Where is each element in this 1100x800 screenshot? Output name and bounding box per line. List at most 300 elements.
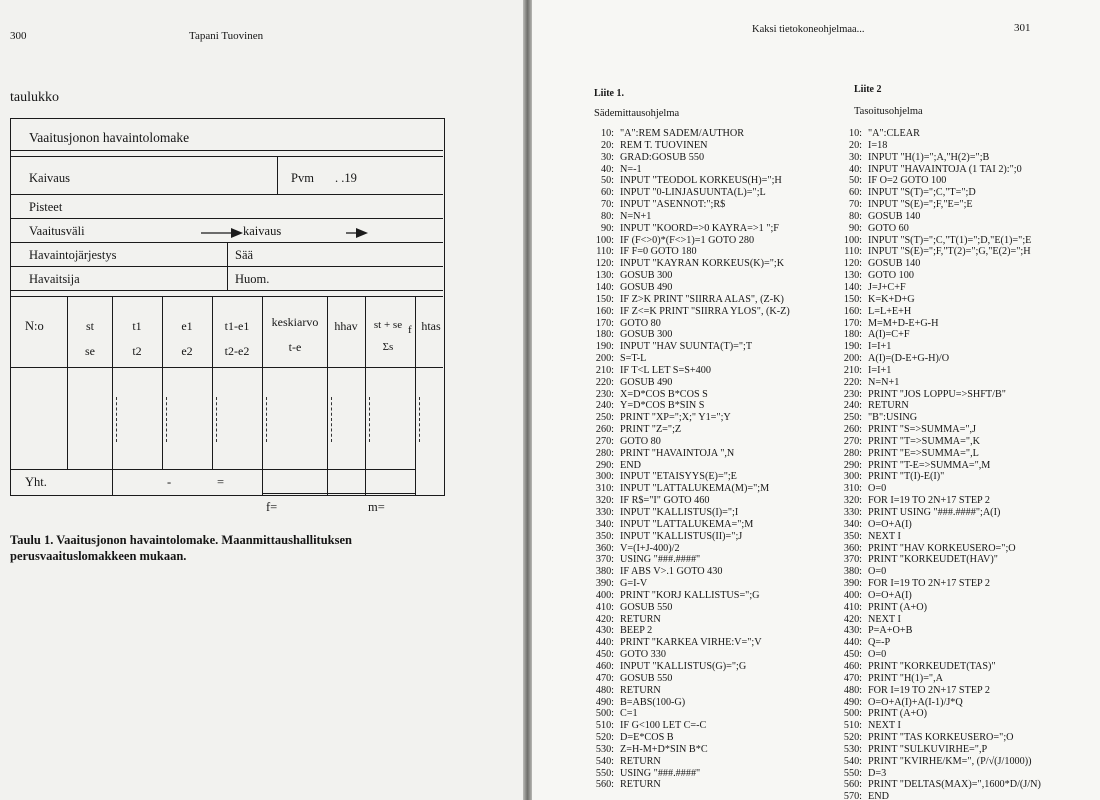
code-statement: PRINT "DELTAS(MAX)=",1600*D/(J/N) (868, 779, 1041, 791)
code-line (586, 614, 790, 626)
line-number: 430: (843, 625, 862, 637)
code-statement: A(I)=(D-E+G-H)/O (868, 353, 950, 365)
line-number: 280: (843, 447, 862, 459)
code-statement: O=O+A(I) (868, 518, 912, 530)
code-statement: PRINT "HAVAINTOJA ",N (620, 447, 735, 459)
code-statement: PRINT "KARKEA VIRHE:V=";V (620, 637, 762, 649)
line-number: 220: (595, 376, 614, 388)
code-line (834, 187, 1041, 199)
code-line (586, 519, 790, 531)
line-number: 120: (843, 258, 862, 270)
line-number: 550: (843, 767, 862, 779)
code-line (586, 768, 790, 780)
code-statement: USING "###.####" (620, 767, 701, 779)
code-line (586, 246, 790, 258)
code-statement: PRINT "XP=";X;" Y1=";Y (620, 412, 731, 424)
code-statement: PRINT USING "###.####";A(I) (868, 507, 1001, 518)
line-number: 380: (843, 566, 862, 578)
code-statement: D=3 (868, 767, 887, 779)
line-number: 460: (595, 660, 614, 672)
code-statement: PRINT "S=>SUMMA=",J (868, 424, 977, 436)
line-number: 290: (843, 459, 862, 471)
code-statement: I=I+1 (868, 341, 892, 353)
line-number: 400: (595, 589, 614, 601)
line-number: 530: (843, 743, 862, 755)
line-number: 210: (843, 364, 862, 376)
code-statement: O=0 (868, 483, 887, 495)
line-number: 450: (595, 649, 614, 661)
line-number: 160: (595, 305, 614, 317)
line-number: 160: (843, 305, 862, 317)
code-statement: IF T<L LET S=S+400 (620, 364, 711, 376)
line-number: 100: (843, 234, 862, 246)
line-number: 190: (595, 341, 614, 353)
yht-label: Yht. (25, 475, 47, 489)
code-statement: END (868, 791, 889, 800)
code-line (586, 258, 790, 270)
col-header-t: t1 t2 (132, 319, 142, 358)
dashed-divider (331, 397, 332, 442)
huom-label: Huom. (235, 272, 270, 286)
code-line (586, 708, 790, 720)
code-line (586, 661, 790, 673)
code-line (586, 732, 790, 744)
line-number: 250: (595, 412, 614, 424)
code-statement: IF O=2 GOTO 100 (868, 175, 947, 187)
line-number: 40: (600, 163, 614, 175)
line-number: 460: (843, 660, 862, 672)
line-number: 530: (595, 743, 614, 755)
code-line (586, 448, 790, 460)
line-number: 360: (595, 542, 614, 554)
code-statement: GOSUB 300 (620, 270, 673, 282)
line-number: 500: (843, 708, 862, 720)
code-statement: GOTO 60 (868, 222, 909, 234)
code-line (586, 187, 790, 199)
code-statement: PRINT "JOS LOPPU=>SHFT/B" (868, 388, 1006, 400)
line-number: 30: (848, 151, 862, 163)
line-number: 180: (595, 329, 614, 341)
pvm-year: . .19 (335, 171, 357, 185)
code-statement: PRINT "SULKUVIRHE=",P (868, 743, 988, 755)
code-statement: PRINT (A+O) (868, 601, 928, 613)
code-statement: BEEP 2 (620, 625, 653, 637)
line-number: 520: (843, 732, 862, 744)
code-statement: B=ABS(100-G) (620, 696, 686, 708)
dashed-divider (369, 397, 370, 442)
code-statement: N=-1 (620, 163, 642, 175)
code-line (834, 389, 1041, 401)
code-statement: REM T. TUOVINEN (620, 139, 708, 151)
page-number-left: 300 (10, 30, 27, 42)
code-line (834, 554, 1041, 566)
code-line (586, 424, 790, 436)
line-number: 130: (595, 270, 614, 282)
code-line (834, 341, 1041, 353)
code-statement: RETURN (868, 400, 909, 412)
code-statement: INPUT "S(T)=";C,"T(1)=";D,"E(1)=";E (868, 234, 1032, 246)
code-statement: PRINT "HAV KORKEUSERO=";O (868, 542, 1016, 554)
f-result-label: f= (266, 500, 278, 514)
col-header-st-se: st se (85, 319, 95, 358)
code-line (834, 471, 1041, 483)
dashed-divider (419, 397, 420, 442)
arrow-right-icon (201, 227, 243, 239)
line-number: 490: (843, 696, 862, 708)
arrow-right-icon (346, 227, 368, 239)
code-statement: END (620, 459, 641, 471)
line-number: 560: (843, 779, 862, 791)
line-number: 510: (843, 720, 862, 732)
line-number: 560: (595, 779, 614, 791)
line-number: 380: (595, 566, 614, 578)
line-number: 430: (595, 625, 614, 637)
line-number: 300: (843, 471, 862, 483)
code-line (834, 732, 1041, 744)
line-number: 120: (595, 258, 614, 270)
line-number: 110: (844, 246, 862, 258)
code-line (586, 685, 790, 697)
code-statement: I=18 (868, 139, 888, 151)
dashed-divider (116, 397, 117, 442)
liite1-subtitle: Sädemittausohjelma (594, 108, 680, 119)
line-number: 80: (848, 210, 862, 222)
code-statement: N=N+1 (620, 210, 652, 222)
code-line (586, 164, 790, 176)
line-number: 30: (600, 151, 614, 163)
line-number: 40: (848, 163, 862, 175)
line-number: 250: (843, 412, 862, 424)
code-line (586, 353, 790, 365)
code-statement: Y=D*COS B*SIN S (620, 400, 705, 412)
code-statement: PRINT "KORJ KALLISTUS=";G (620, 589, 760, 601)
dashed-divider (166, 397, 167, 442)
line-number: 290: (595, 459, 614, 471)
line-number: 270: (843, 435, 862, 447)
code-statement: GOSUB 490 (620, 281, 673, 293)
code-line (834, 590, 1041, 602)
col-header-no: N:o (25, 319, 44, 333)
code-statement: A(I)=C+F (868, 329, 910, 341)
line-number: 230: (843, 388, 862, 400)
code-line (586, 602, 790, 614)
code-statement: IF ABS V>.1 GOTO 430 (620, 566, 723, 578)
code-line (834, 685, 1041, 697)
page-number-right: 301 (1014, 22, 1031, 34)
code-statement: INPUT "LATTALUKEMA=";M (620, 518, 754, 530)
line-number: 330: (595, 507, 614, 518)
code-statement: "B":USING (868, 412, 918, 424)
code-statement: INPUT "KAYRAN KORKEUS(K)=";K (620, 258, 785, 270)
line-number: 360: (843, 542, 862, 554)
code-line (586, 554, 790, 566)
line-number: 570: (843, 791, 862, 800)
code-line (586, 152, 790, 164)
line-number: 500: (595, 708, 614, 720)
code-line (834, 199, 1041, 211)
code-statement: NEXT I (868, 530, 901, 542)
code-line (586, 175, 790, 187)
form-rule (11, 218, 443, 219)
line-number: 550: (595, 767, 614, 779)
code-statement: PRINT "E=>SUMMA=",L (868, 447, 979, 459)
code-line (586, 637, 790, 649)
code-statement: INPUT "HAVAINTOJA (1 TAI 2):";0 (868, 163, 1022, 175)
code-statement: NEXT I (868, 720, 901, 732)
code-line (834, 211, 1041, 223)
line-number: 20: (848, 139, 862, 151)
code-line (586, 625, 790, 637)
code-line (586, 199, 790, 211)
code-line (834, 164, 1041, 176)
pvm-label: Pvm (291, 171, 314, 185)
code-line (834, 128, 1041, 140)
code-statement: PRINT "KVIRHE/KM=", (P/√(J/1000)) (868, 755, 1032, 767)
form-divider (227, 242, 228, 290)
code-line (834, 365, 1041, 377)
code-line (834, 661, 1041, 673)
code-line (586, 483, 790, 495)
code-line (834, 258, 1041, 270)
line-number: 310: (595, 483, 614, 495)
line-number: 90: (848, 222, 862, 234)
code-statement: N=N+1 (868, 376, 900, 388)
code-statement: IF Z>K PRINT "SIIRRA ALAS", (Z-K) (620, 293, 784, 305)
code-line (586, 329, 790, 341)
code-line (586, 649, 790, 661)
vaaitusvali-label: Vaaitusväli (29, 224, 85, 238)
line-number: 140: (595, 281, 614, 293)
code-line (834, 637, 1041, 649)
line-number: 170: (595, 317, 614, 329)
code-statement: RETURN (620, 779, 661, 791)
code-line (834, 625, 1041, 637)
right-page (532, 0, 1100, 800)
liite2-subtitle: Tasoitusohjelma (854, 106, 923, 117)
code-statement: I=I+1 (868, 364, 892, 376)
code-line (834, 246, 1041, 258)
line-number: 320: (595, 495, 614, 507)
code-line (586, 389, 790, 401)
line-number: 450: (843, 649, 862, 661)
liite1-title: Liite 1. (594, 88, 624, 99)
code-line (834, 223, 1041, 235)
code-line (586, 578, 790, 590)
line-number: 130: (843, 270, 862, 282)
code-line (586, 223, 790, 235)
code-statement: INPUT "ASENNOT:";R$ (620, 199, 726, 211)
running-head-left: Tapani Tuovinen (189, 30, 264, 42)
code-statement: K=K+D+G (868, 293, 915, 305)
code-line (586, 341, 790, 353)
code-statement: GOTO 80 (620, 435, 661, 447)
code-statement: G=I-V (620, 578, 648, 590)
line-number: 440: (843, 637, 862, 649)
line-number: 260: (843, 424, 862, 436)
code-line (834, 649, 1041, 661)
code-statement: PRINT "TAS KORKEUSERO=";O (868, 732, 1014, 744)
code-statement: IF Z<=K PRINT "SIIRRA YLOS", (K-Z) (620, 305, 790, 317)
form-rule (11, 469, 415, 470)
code-statement: RETURN (620, 684, 661, 696)
code-line (834, 791, 1041, 800)
code-line (834, 460, 1041, 472)
line-number: 310: (843, 483, 862, 495)
line-number: 300: (595, 471, 614, 483)
code-line (834, 235, 1041, 247)
form-divider (277, 156, 278, 194)
line-number: 340: (595, 518, 614, 530)
line-number: 150: (843, 293, 862, 305)
code-line (586, 495, 790, 507)
code-line (834, 507, 1041, 519)
line-number: 420: (843, 613, 862, 625)
line-number: 510: (595, 720, 614, 732)
code-line (834, 353, 1041, 365)
code-line (586, 779, 790, 791)
line-number: 240: (595, 400, 614, 412)
code-line (586, 590, 790, 602)
code-statement: INPUT "TEODOL KORKEUS(H)=";H (620, 175, 782, 187)
line-number: 110: (596, 246, 614, 258)
code-statement: USING "###.####" (620, 554, 701, 566)
observation-form (10, 118, 445, 496)
line-number: 240: (843, 400, 862, 412)
code-statement: GOSUB 490 (620, 376, 673, 388)
m-result-label: m= (368, 500, 385, 514)
code-statement: C=1 (620, 708, 638, 720)
code-statement: IF (F<>0)*(F<>1)=1 GOTO 280 (620, 234, 755, 246)
line-number: 480: (843, 684, 862, 696)
code-statement: Z=H-M+D*SIN B*C (620, 743, 708, 755)
code-line (834, 756, 1041, 768)
code-line (834, 329, 1041, 341)
code-line (834, 294, 1041, 306)
col-header-e: e1 e2 (181, 319, 193, 358)
code-statement: O=0 (868, 649, 887, 661)
line-number: 70: (600, 199, 614, 211)
code-statement: GRAD:GOSUB 550 (620, 151, 705, 163)
line-number: 410: (843, 601, 862, 613)
pisteet-label: Pisteet (29, 200, 63, 214)
code-line (586, 673, 790, 685)
code-line (834, 400, 1041, 412)
code-line (586, 507, 790, 519)
code-line (834, 720, 1041, 732)
code-line (586, 318, 790, 330)
code-line (586, 140, 790, 152)
code-statement: INPUT "S(E)=";F,"T(2)=";G,"E(2)=";H (868, 246, 1031, 258)
line-number: 60: (848, 187, 862, 199)
dashed-divider (266, 397, 267, 442)
line-number: 220: (843, 376, 862, 388)
line-number: 150: (595, 293, 614, 305)
code-line (586, 720, 790, 732)
form-rule (11, 156, 443, 157)
code-line (834, 768, 1041, 780)
code-statement: GOTO 80 (620, 317, 661, 329)
form-rule (11, 150, 443, 151)
line-number: 60: (600, 187, 614, 199)
code-line (586, 531, 790, 543)
code-line (586, 744, 790, 756)
code-statement: FOR I=19 TO 2N+17 STEP 2 (868, 578, 990, 590)
code-line (586, 756, 790, 768)
code-statement: PRINT "KORKEUDET(TAS)" (868, 660, 996, 672)
code-statement: RETURN (620, 755, 661, 767)
line-number: 200: (843, 353, 862, 365)
code-statement: PRINT "T-E=>SUMMA=",M (868, 459, 991, 471)
section-word: taulukko (10, 90, 59, 105)
code-statement: INPUT "0-LINJASUUNTA(L)=";L (620, 187, 766, 199)
line-number: 170: (843, 317, 862, 329)
code-line (834, 697, 1041, 709)
line-number: 90: (600, 222, 614, 234)
code-statement: V=(I+J-400)/2 (620, 542, 680, 554)
kaivaus-label: Kaivaus (29, 171, 70, 185)
code-statement: Q=-P (868, 637, 891, 649)
code-statement: FOR I=19 TO 2N+17 STEP 2 (868, 684, 990, 696)
code-line (834, 377, 1041, 389)
code-line (586, 471, 790, 483)
line-number: 10: (848, 128, 862, 139)
code-statement: IF G<100 LET C=-C (620, 720, 707, 732)
line-number: 200: (595, 353, 614, 365)
table-caption: Taulu 1. Vaaitusjonon havaintolomake. Maanmittaushallituksen perusvaaituslomakkeen mukaan. (10, 533, 352, 563)
form-rule (262, 493, 415, 494)
saa-label: Sää (235, 248, 254, 262)
col-header-hhav: hhav (334, 319, 358, 333)
book-gutter (523, 0, 532, 800)
line-number: 440: (595, 637, 614, 649)
kaivaus-direction-label: kaivaus (243, 224, 282, 238)
line-number: 390: (843, 578, 862, 590)
code-line (834, 140, 1041, 152)
code-line (834, 779, 1041, 791)
code-line (834, 495, 1041, 507)
code-statement: NEXT I (868, 613, 901, 625)
code-line (834, 436, 1041, 448)
code-statement: IF F=0 GOTO 180 (620, 246, 697, 258)
col-header-htas: htas (421, 319, 441, 333)
line-number: 100: (595, 234, 614, 246)
line-number: 10: (600, 128, 614, 139)
line-number: 370: (843, 554, 862, 566)
code-line (834, 412, 1041, 424)
code-line (586, 436, 790, 448)
code-statement: O=0 (868, 566, 887, 578)
code-statement: INPUT "KOORD=>0 KAYRA=>1 ";F (620, 222, 779, 234)
code-statement: PRINT "H(1)=",A (868, 672, 943, 684)
line-number: 20: (600, 139, 614, 151)
code-statement: X=D*COS B*COS S (620, 388, 708, 400)
line-number: 340: (843, 518, 862, 530)
code-line (834, 531, 1041, 543)
code-statement: GOTO 330 (620, 649, 666, 661)
line-number: 370: (595, 554, 614, 566)
code-statement: INPUT "KALLISTUS(G)=";G (620, 660, 747, 672)
line-number: 210: (595, 364, 614, 376)
code-line (834, 744, 1041, 756)
code-line (834, 448, 1041, 460)
code-statement: INPUT "LATTALUKEMA(M)=";M (620, 483, 770, 495)
code-statement: INPUT "S(E)=";F,"E=";E (868, 199, 973, 211)
line-number: 410: (595, 601, 614, 613)
line-number: 540: (843, 755, 862, 767)
program-listing-1 (586, 128, 790, 791)
code-line (834, 519, 1041, 531)
code-line (834, 708, 1041, 720)
